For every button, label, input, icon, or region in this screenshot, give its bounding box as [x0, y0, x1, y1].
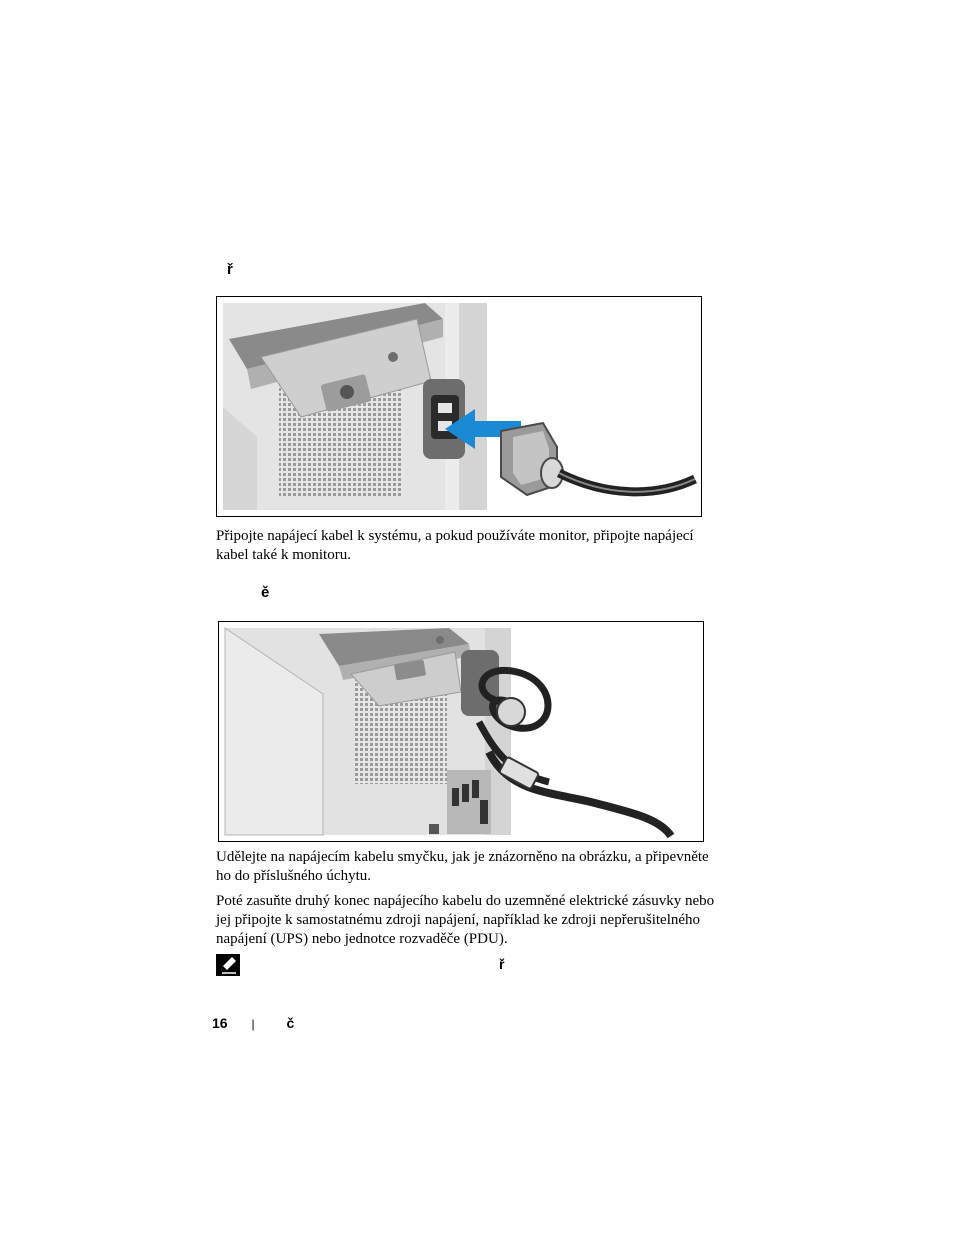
figure-connect-power-cable	[216, 296, 702, 517]
page-number: 16	[212, 1015, 228, 1031]
footer-separator: |	[251, 1017, 255, 1031]
figure1-instruction: Připojte napájecí kabel k systému, a pokud používáte monitor, připojte napájecí kabel také k monitoru.	[216, 528, 694, 563]
pencil-note-icon	[216, 954, 240, 976]
plug-instruction: Poté zasuňte druhý konec napájecího kabelu do uzemněné elektrické zásuvky nebo jej připojte k samostatnému zdroji napájení, například ke zdroji nepřerušitelného napájení (UPS) nebo jednotce rozvaděče (PDU).	[216, 893, 715, 947]
section-heading-power-connect: ř	[227, 261, 233, 278]
loop-instruction: Udělejte na napájecím kabelu smyčku, jak je znázorněno na obrázku, a připevněte ho do příslušného úchytu.	[216, 849, 709, 884]
note-text: ř	[499, 956, 505, 972]
note-block	[216, 953, 721, 977]
power-cable-connection-illustration	[217, 297, 701, 516]
section-heading-cable-loop: ě	[261, 584, 270, 601]
figure-cable-loop	[218, 621, 704, 842]
page-footer	[212, 1015, 294, 1031]
footer-section-label: č	[286, 1015, 295, 1031]
cable-loop-illustration	[219, 622, 703, 841]
